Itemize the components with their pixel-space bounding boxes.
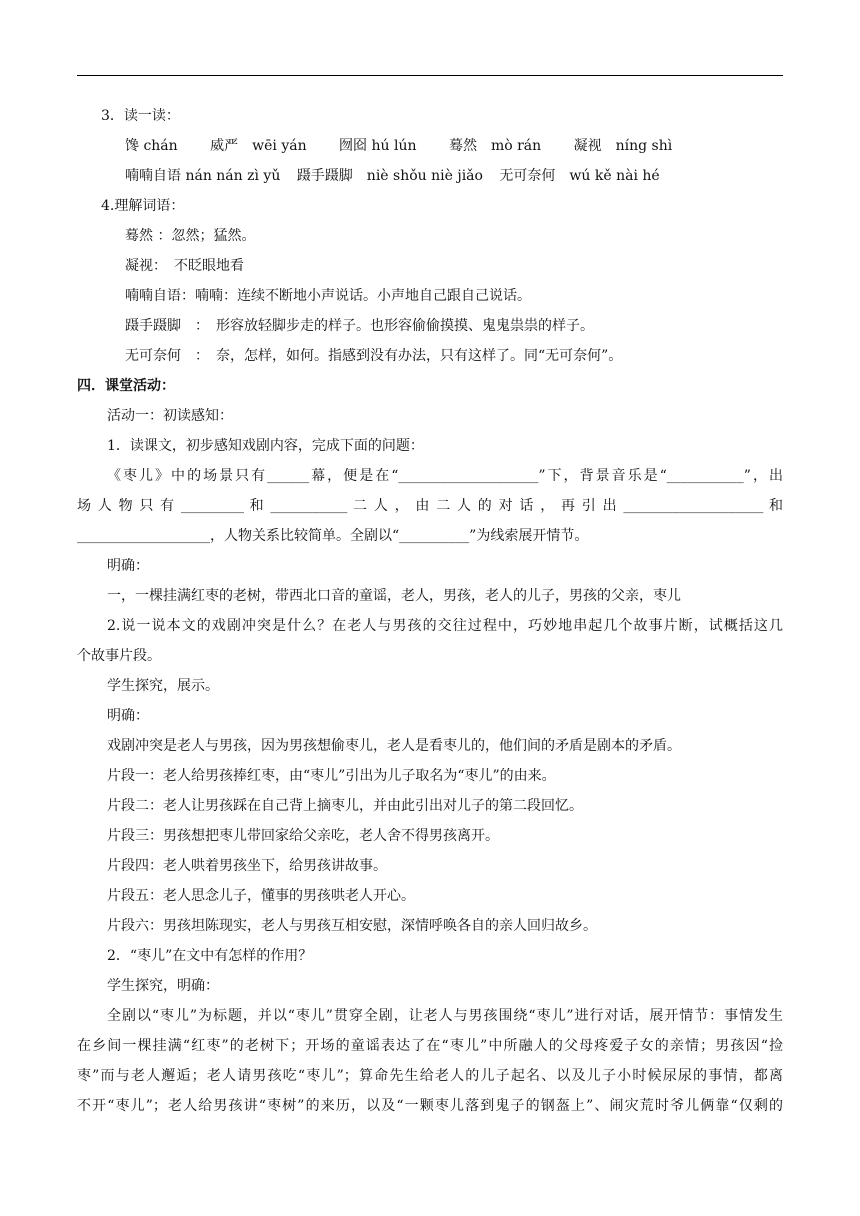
explore-label: 学生探究，明确： — [107, 978, 219, 994]
pinyin-word: 蓦然 mò rán — [448, 138, 542, 154]
activity-title: 活动一：初读感知： — [107, 408, 233, 424]
segment: 片段四：老人哄着男孩坐下，给男孩讲故事。 — [107, 858, 387, 874]
question: 1．读课文，初步感知戏剧内容，完成下面的问题： — [107, 438, 424, 454]
pinyin-word: 喃喃自语 nán nán zì yǔ — [125, 168, 281, 184]
mingque-label: 明确： — [107, 708, 149, 724]
pinyin-row-1 — [125, 136, 672, 156]
question-continued: 个故事片段。 — [77, 648, 161, 664]
section-4-title: 4.理解词语： — [101, 198, 185, 214]
fill-blank-line: ___________________，人物关系比较简单。全剧以“__________”为线索展开情节。 — [77, 528, 589, 544]
definition: 蹑手蹑脚 ： 形容放轻脚步走的样子。也形容偷偷摸摸、鬼鬼祟祟的样子。 — [125, 318, 594, 334]
segment: 片段五：老人思念儿子，懂事的男孩哄老人开心。 — [107, 888, 415, 904]
explore-label: 学生探究，展示。 — [107, 678, 219, 694]
segment: 片段一：老人给男孩捧红枣，由“枣儿”引出为儿子取名为“枣儿”的由来。 — [107, 768, 556, 784]
segment: 片段二：老人让男孩踩在自己背上摘枣儿，并由此引出对儿子的第二段回忆。 — [107, 798, 583, 814]
pinyin-word: 无可奈何 wú kě nài hé — [499, 168, 660, 184]
segment: 片段三：男孩想把枣儿带回家给父亲吃，老人舍不得男孩离开。 — [107, 828, 499, 844]
paragraph-line: 在乡间一棵挂满“红枣”的老树下；开场的童谣表达了在“枣儿”中所融人的父母疼爱子女的亲情；男孩因“捡 — [77, 1038, 783, 1054]
pinyin-word: 馋 chán — [125, 138, 178, 154]
section-3-title: 3．读一读： — [101, 108, 180, 124]
pinyin-row-2 — [125, 166, 660, 186]
fill-blank-line: 场 人 物 只 有 _________ 和 ___________ 二 人 ， 由 二 人 的 对 话 ， 再 引 出 ____________________ 和 — [77, 498, 783, 514]
definition: 蓦然 ：忽然；猛然。 — [125, 228, 256, 244]
pinyin-word: 凝视 níng shì — [573, 138, 673, 154]
definition: 无可奈何 ： 奈，怎样，如何。指感到没有办法，只有这样了。同“无可奈何”。 — [125, 348, 623, 364]
paragraph-line: 全剧以“枣儿”为标题，并以“枣儿”贯穿全剧，让老人与男孩围绕“枣儿”进行对话，展开情节：事情发生 — [107, 1008, 783, 1024]
pinyin-word: 囫囵 hú lún — [339, 138, 417, 154]
conflict-text: 戏剧冲突是老人与男孩，因为男孩想偷枣儿，老人是看枣儿的，他们间的矛盾是剧本的矛盾。 — [107, 738, 681, 754]
paragraph-line: 枣”而与老人邂逅；老人请男孩吃“枣儿”；算命先生给老人的儿子起名、以及儿子小时候尿尿的事情，都离 — [77, 1068, 783, 1084]
definition: 凝视： 不眨眼地看 — [125, 258, 244, 274]
mingque-label: 明确： — [107, 558, 149, 574]
paragraph-line: 不开“枣儿”；老人给男孩讲“枣树”的来历，以及“一颗枣儿落到鬼子的钢盔上”、闹灾荒时爷儿俩靠“仅剩的 — [77, 1098, 783, 1114]
section-heading: 四．课堂活动： — [77, 378, 175, 394]
header-rule — [77, 75, 783, 76]
pinyin-word: 威严 wēi yán — [210, 138, 307, 154]
answer: 一，一棵挂满红枣的老树，带西北口音的童谣，老人，男孩，老人的儿子，男孩的父亲，枣儿 — [107, 588, 681, 604]
definition: 喃喃自语：喃喃：连续不断地小声说话。小声地自己跟自己说话。 — [125, 288, 531, 304]
question: 2．“枣儿”在文中有怎样的作用？ — [107, 948, 313, 964]
fill-blank-line: 《枣儿》中的场景只有______幕，便是在“____________________”下，背景音乐是“___________”，出 — [107, 468, 783, 484]
question: 2.说一说本文的戏剧冲突是什么？在老人与男孩的交往过程中，巧妙地串起几个故事片断，试概括这几 — [107, 618, 783, 634]
pinyin-word: 蹑手蹑脚 niè shǒu niè jiǎo — [296, 168, 483, 184]
segment: 片段六：男孩坦陈现实，老人与男孩互相安慰，深情呼唤各自的亲人回归故乡。 — [107, 918, 597, 934]
